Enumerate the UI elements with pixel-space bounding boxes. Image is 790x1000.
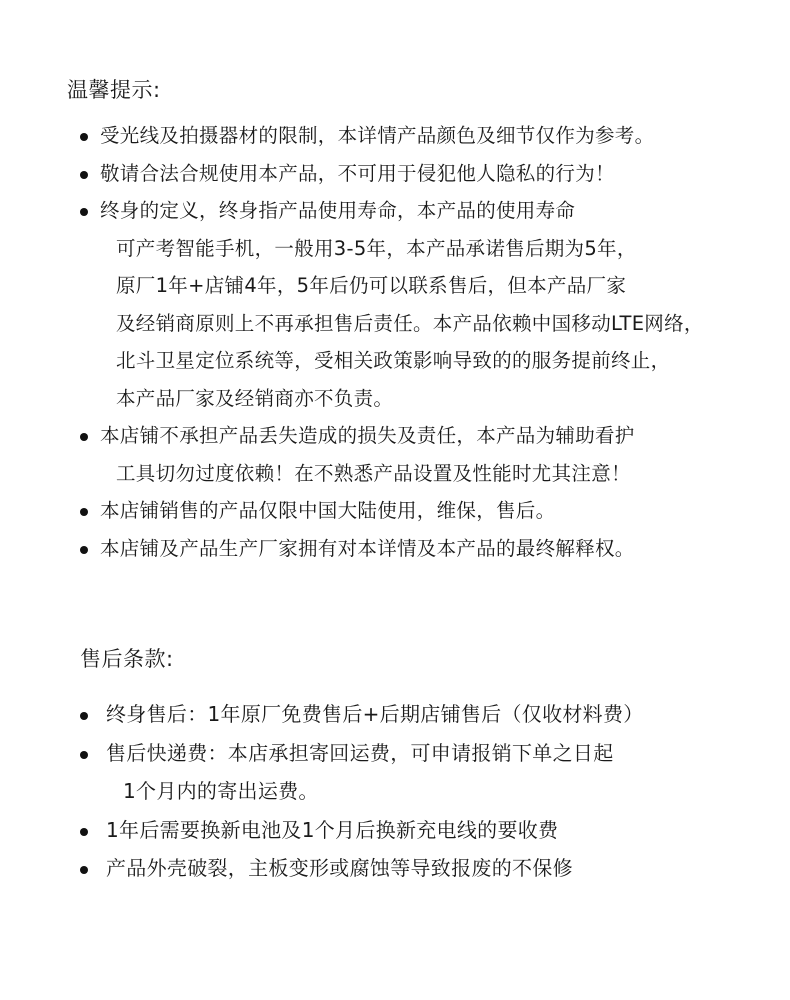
list-item-text: 1年后需要换新电池及1个月后换新充电线的要收费 xyxy=(106,817,559,842)
list-item-text: 受光线及拍摄器材的限制，本详情产品颜色及细节仅作为参考。 xyxy=(100,124,655,147)
bullet-icon xyxy=(80,171,88,179)
list-item xyxy=(80,695,770,734)
list-item-text: 1个月内的寄出运费。 xyxy=(123,779,319,803)
notice-list xyxy=(80,117,770,567)
after-sales-heading: 售后条款: xyxy=(80,647,174,671)
list-item-text: 终身的定义，终身指产品使用寿命，本产品的使用寿命 xyxy=(100,199,576,222)
bullet-icon xyxy=(80,712,88,720)
bullet-icon xyxy=(80,751,88,759)
bullet-icon xyxy=(80,133,88,141)
list-item xyxy=(80,155,770,193)
bullet-icon xyxy=(80,546,88,554)
list-item-text: 北斗卫星定位系统等，受相关政策影响导致的的服务提前终止， xyxy=(116,349,671,372)
list-item-text: 可产考智能手机，一般用3-5年，本产品承诺售后期为5年， xyxy=(116,236,637,260)
list-item-text: 售后快递费：本店承担寄回运费，可申请报销下单之日起 xyxy=(106,740,614,765)
list-item xyxy=(80,734,770,811)
list-item xyxy=(80,417,770,492)
list-item-text: 原厂1年+店铺4年，5年后仍可以联系售后，但本产品厂家 xyxy=(116,274,627,297)
list-item-text: 本店铺不承担产品丢失造成的损失及责任，本产品为辅助看护 xyxy=(100,424,635,447)
bullet-icon xyxy=(80,433,88,441)
list-item-text: 敬请合法合规使用本产品，不可用于侵犯他人隐私的行为！ xyxy=(100,161,615,185)
list-item-text: 及经销商原则上不再承担售后责任。本产品依赖中国移动LTE网络， xyxy=(116,311,704,335)
list-item-text: 产品外壳破裂，主板变形或腐蚀等导致报废的不保修 xyxy=(106,856,573,880)
list-item-text: 本店铺及产品生产厂家拥有对本详情及本产品的最终解释权。 xyxy=(100,536,635,560)
list-item-text: 工具切勿过度依赖！在不熟悉产品设置及性能时尤其注意！ xyxy=(116,461,631,485)
after-sales-list xyxy=(80,695,770,888)
bullet-icon xyxy=(80,866,88,874)
bullet-icon xyxy=(80,828,88,836)
bullet-icon xyxy=(80,508,88,516)
list-item xyxy=(80,192,770,417)
list-item xyxy=(80,530,770,568)
list-item xyxy=(80,849,770,888)
bullet-icon xyxy=(80,208,88,216)
list-item-text: 本店铺销售的产品仅限中国大陆使用，维保，售后。 xyxy=(100,499,556,522)
list-item-text: 终身售后：1年原厂免费售后+后期店铺售后（仅收材料费） xyxy=(106,702,644,726)
list-item xyxy=(80,811,770,850)
list-item-text: 本产品厂家及经销商亦不负责。 xyxy=(116,386,394,410)
notice-heading: 温馨提示: xyxy=(67,78,161,102)
list-item xyxy=(80,117,770,155)
list-item xyxy=(80,492,770,530)
